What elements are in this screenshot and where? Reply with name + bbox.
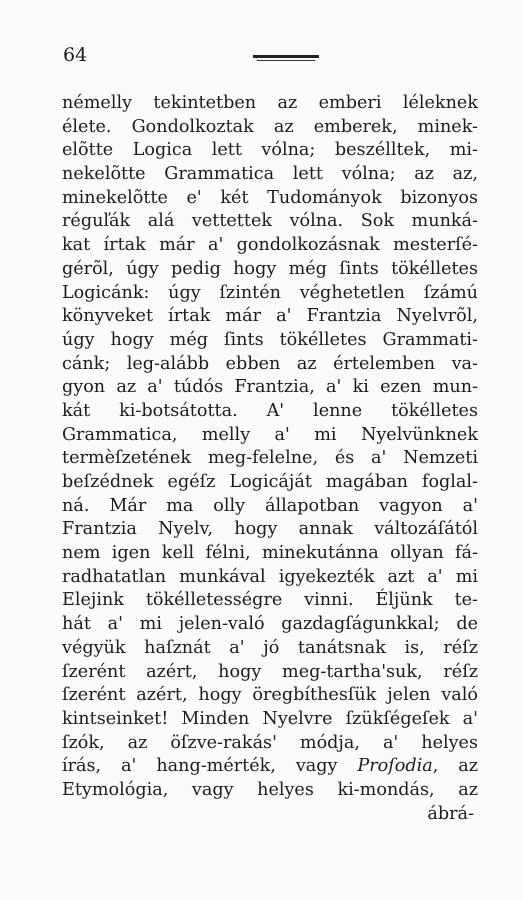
text-line: nem igen kell félni, minekutánna ollyan fá-: [62, 543, 478, 564]
text-line-with-italic: [62, 755, 478, 779]
text-line: élete. Gondolkoztak az emberek, minek-: [62, 116, 478, 137]
text-line: némelly tekintetben az emberi léleknek: [62, 93, 478, 113]
text-line: Elejink tökélletességre vinni. Éljünk te-: [62, 590, 478, 611]
italic-term: Proſodia: [357, 756, 433, 777]
text-line: kát ki-botsátotta. A' lenne tökélletes: [62, 400, 478, 421]
text-line: gérõl, úgy pedig hogy még ſints tökélletes: [62, 258, 478, 279]
rule-thin-line: [257, 60, 315, 61]
text-line: hát a' mi jelen-való gazdagſágunkkal; de: [62, 614, 478, 635]
page-number: 64: [63, 44, 88, 66]
text-line: ſzók, az öſzve-rakás' módja, a' helyes: [62, 732, 478, 753]
text-line: radhatatlan munkával igyekezték azt a' mi: [62, 566, 478, 587]
text-line: Logicánk: úgy ſzintén véghetetlen ſzámú: [62, 282, 478, 303]
text-line: beſzédnek egéſz Logicáját magában foglal-: [62, 472, 478, 492]
line-tail: , az: [432, 756, 478, 777]
text-line: ſzerént azért, hogy öregbíthesſük jelen való: [62, 685, 478, 706]
text-line: ſzerént azért, hogy meg-tartha'suk, réſz: [62, 661, 478, 682]
text-line: gyon az a' túdós Frantzia, a' ki ezen mun-: [62, 377, 478, 398]
text-line: cánk; leg-alább ebben az értelemben va-: [62, 353, 478, 374]
text-line: Etymológia, vagy helyes ki-mondás, az: [62, 779, 478, 800]
text-line: minekelõtte e' két Tudományok bizonyos: [62, 187, 478, 208]
header-ornament-rule: [253, 55, 319, 64]
text-line: Frantzia Nyelv, hogy annak változáſától: [62, 519, 478, 540]
rule-thick-line: [253, 55, 319, 58]
text-line: termèſzetének meg-felelne, és a' Nemzeti: [62, 448, 478, 469]
text-line: kintseinket! Minden Nyelvre ſzükſégeſek a': [62, 708, 478, 729]
text-line: elõtte Logica lett vólna; beszélltek, mi-: [62, 140, 478, 161]
text-line: kat írtak már a' gondolkozásnak mesterſé-: [62, 235, 478, 256]
line-head: írás, a' hang-mérték, vagy: [62, 756, 338, 777]
text-line: ná. Már ma olly állapotban vagyon a': [62, 495, 478, 516]
text-line: réguľák alá vettettek vólna. Sok munká-: [62, 211, 478, 232]
body-text: [62, 92, 478, 826]
text-line: végyük haſznát a' jó tanátsnak is, réſz: [62, 637, 478, 658]
text-line: úgy hogy még ſints tökélletes Grammati-: [62, 329, 478, 350]
text-line: nekelõtte Grammatica lett vólna; az az,: [62, 164, 478, 185]
text-line: könyveket írtak már a' Frantzia Nyelvrõl,: [62, 306, 478, 327]
text-line: Grammatica, melly a' mi Nyelvünknek: [62, 424, 478, 445]
catchword: ábrá-: [427, 803, 474, 824]
